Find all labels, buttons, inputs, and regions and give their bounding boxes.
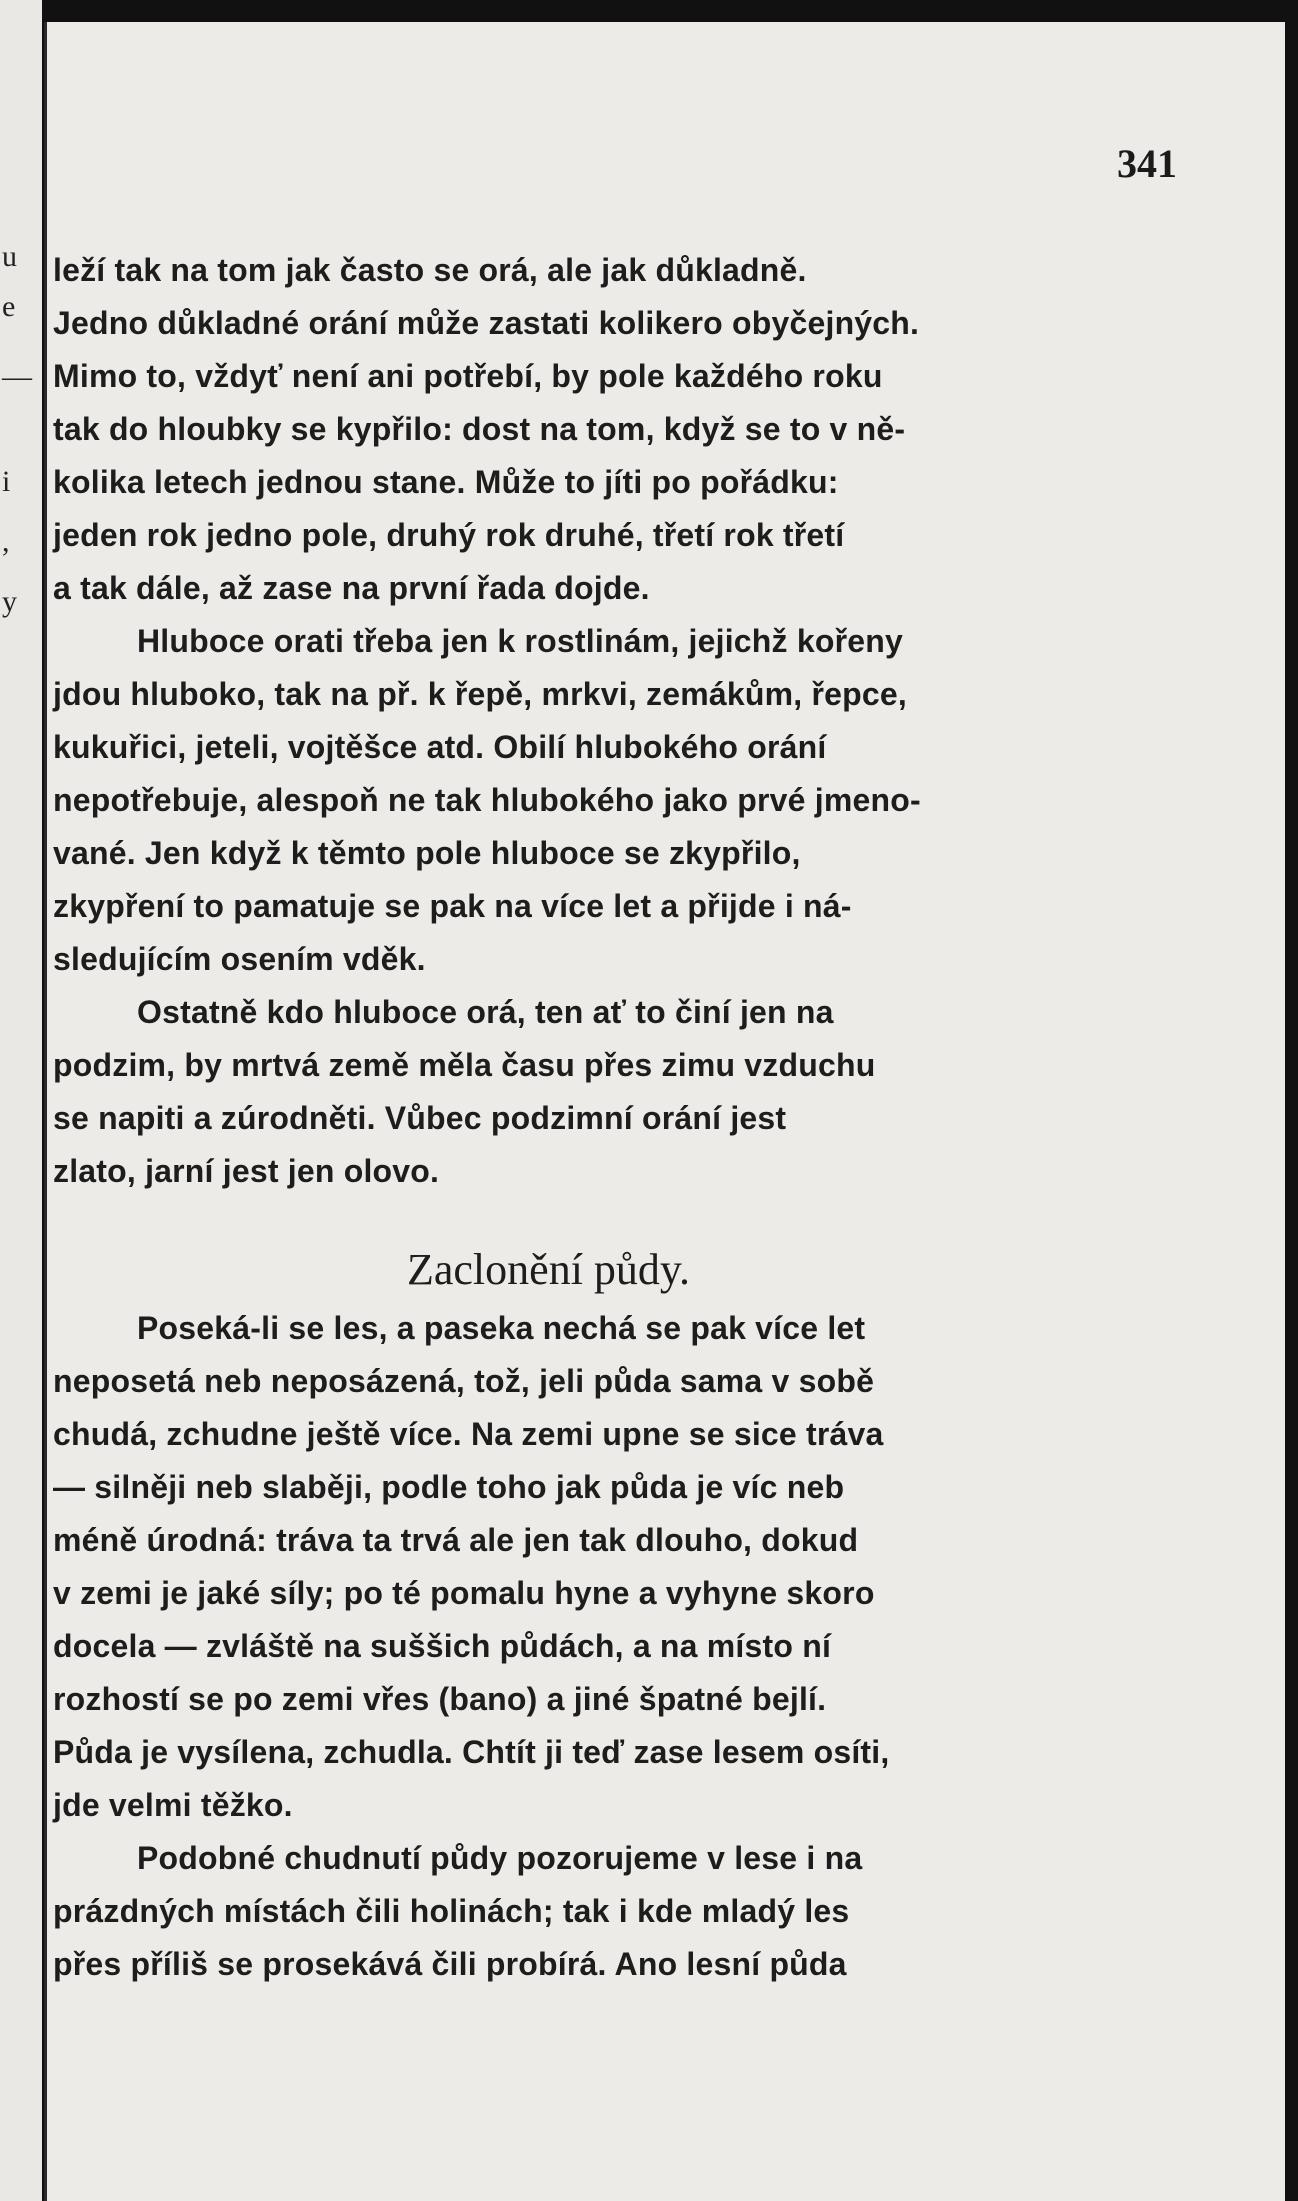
text-line: sledujícím osením vděk. bbox=[53, 941, 426, 977]
previous-page-edge bbox=[0, 0, 42, 2201]
text-line: Poseká-li se les, a paseka nechá se pak více let bbox=[137, 1310, 866, 1346]
text-line: se napiti a zúrodněti. Vůbec podzimní orání jest bbox=[53, 1100, 787, 1136]
text-line: kolika letech jednou stane. Může to jíti po pořádku: bbox=[53, 464, 839, 500]
text-line: Jedno důkladné orání může zastati kolikero obyčejných. bbox=[53, 305, 920, 341]
margin-fragment: y bbox=[2, 585, 17, 618]
page-number: 341 bbox=[1117, 141, 1177, 186]
text-line: chudá, zchudne ještě více. Na zemi upne se sice tráva bbox=[53, 1416, 884, 1452]
text-line: jde velmi těžko. bbox=[53, 1787, 293, 1823]
text-line: neposetá neb neposázená, tož, jeli půda sama v sobě bbox=[53, 1363, 875, 1399]
text-line: Půda je vysílena, zchudla. Chtít ji teď zase lesem osíti, bbox=[53, 1734, 890, 1770]
text-line: kukuřici, jeteli, vojtěšce atd. Obilí hlubokého orání bbox=[53, 729, 827, 765]
text-line: přes příliš se prosekává čili probírá. Ano lesní půda bbox=[53, 1946, 847, 1982]
text-line: vané. Jen když k těmto pole hluboce se zkypřilo, bbox=[53, 835, 801, 871]
section-heading: Zaclonění půdy. bbox=[407, 1245, 691, 1294]
text-line: Ostatně kdo hluboce orá, ten ať to činí jen na bbox=[137, 994, 834, 1030]
text-line: nepotřebuje, alespoň ne tak hlubokého jako prvé jmeno- bbox=[53, 782, 921, 818]
text-line: prázdných místách čili holinách; tak i kde mladý les bbox=[53, 1893, 850, 1929]
text-line: leží tak na tom jak často se orá, ale jak důkladně. bbox=[53, 252, 807, 288]
text-line: zkypření to pamatuje se pak na více let a přijde i ná- bbox=[53, 888, 852, 924]
margin-fragment: u bbox=[2, 240, 17, 273]
margin-fragment: e bbox=[2, 290, 16, 323]
text-line: jeden rok jedno pole, druhý rok druhé, třetí rok třetí bbox=[53, 517, 845, 553]
margin-fragment: , bbox=[2, 525, 10, 558]
text-line: Podobné chudnutí půdy pozorujeme v lese i na bbox=[137, 1840, 863, 1876]
text-line: jdou hluboko, tak na př. k řepě, mrkvi, zemákům, řepce, bbox=[53, 676, 907, 712]
text-line: Mimo to, vždyť není ani potřebí, by pole každého roku bbox=[53, 358, 883, 394]
text-line: v zemi je jaké síly; po té pomalu hyne a vyhyne skoro bbox=[53, 1575, 875, 1611]
text-line: Hluboce orati třeba jen k rostlinám, jejichž kořeny bbox=[137, 623, 903, 659]
text-line: zlato, jarní jest jen olovo. bbox=[53, 1153, 440, 1189]
book-page bbox=[44, 22, 1285, 2201]
text-line: — silněji neb slaběji, podle toho jak půda je víc neb bbox=[53, 1469, 845, 1505]
margin-fragment: — bbox=[2, 360, 32, 393]
text-line: rozhostí se po zemi vřes (bano) a jiné špatné bejlí. bbox=[53, 1681, 827, 1717]
text-line: tak do hloubky se kypřilo: dost na tom, když se to v ně- bbox=[53, 411, 906, 447]
text-line: a tak dále, až zase na první řada dojde. bbox=[53, 570, 650, 606]
text-line: podzim, by mrtvá země měla času přes zimu vzduchu bbox=[53, 1047, 876, 1083]
text-line: docela — zvláště na suššich půdách, a na místo ní bbox=[53, 1628, 832, 1664]
text-line: méně úrodná: tráva ta trvá ale jen tak dlouho, dokud bbox=[53, 1522, 859, 1558]
margin-fragment: i bbox=[2, 465, 11, 498]
